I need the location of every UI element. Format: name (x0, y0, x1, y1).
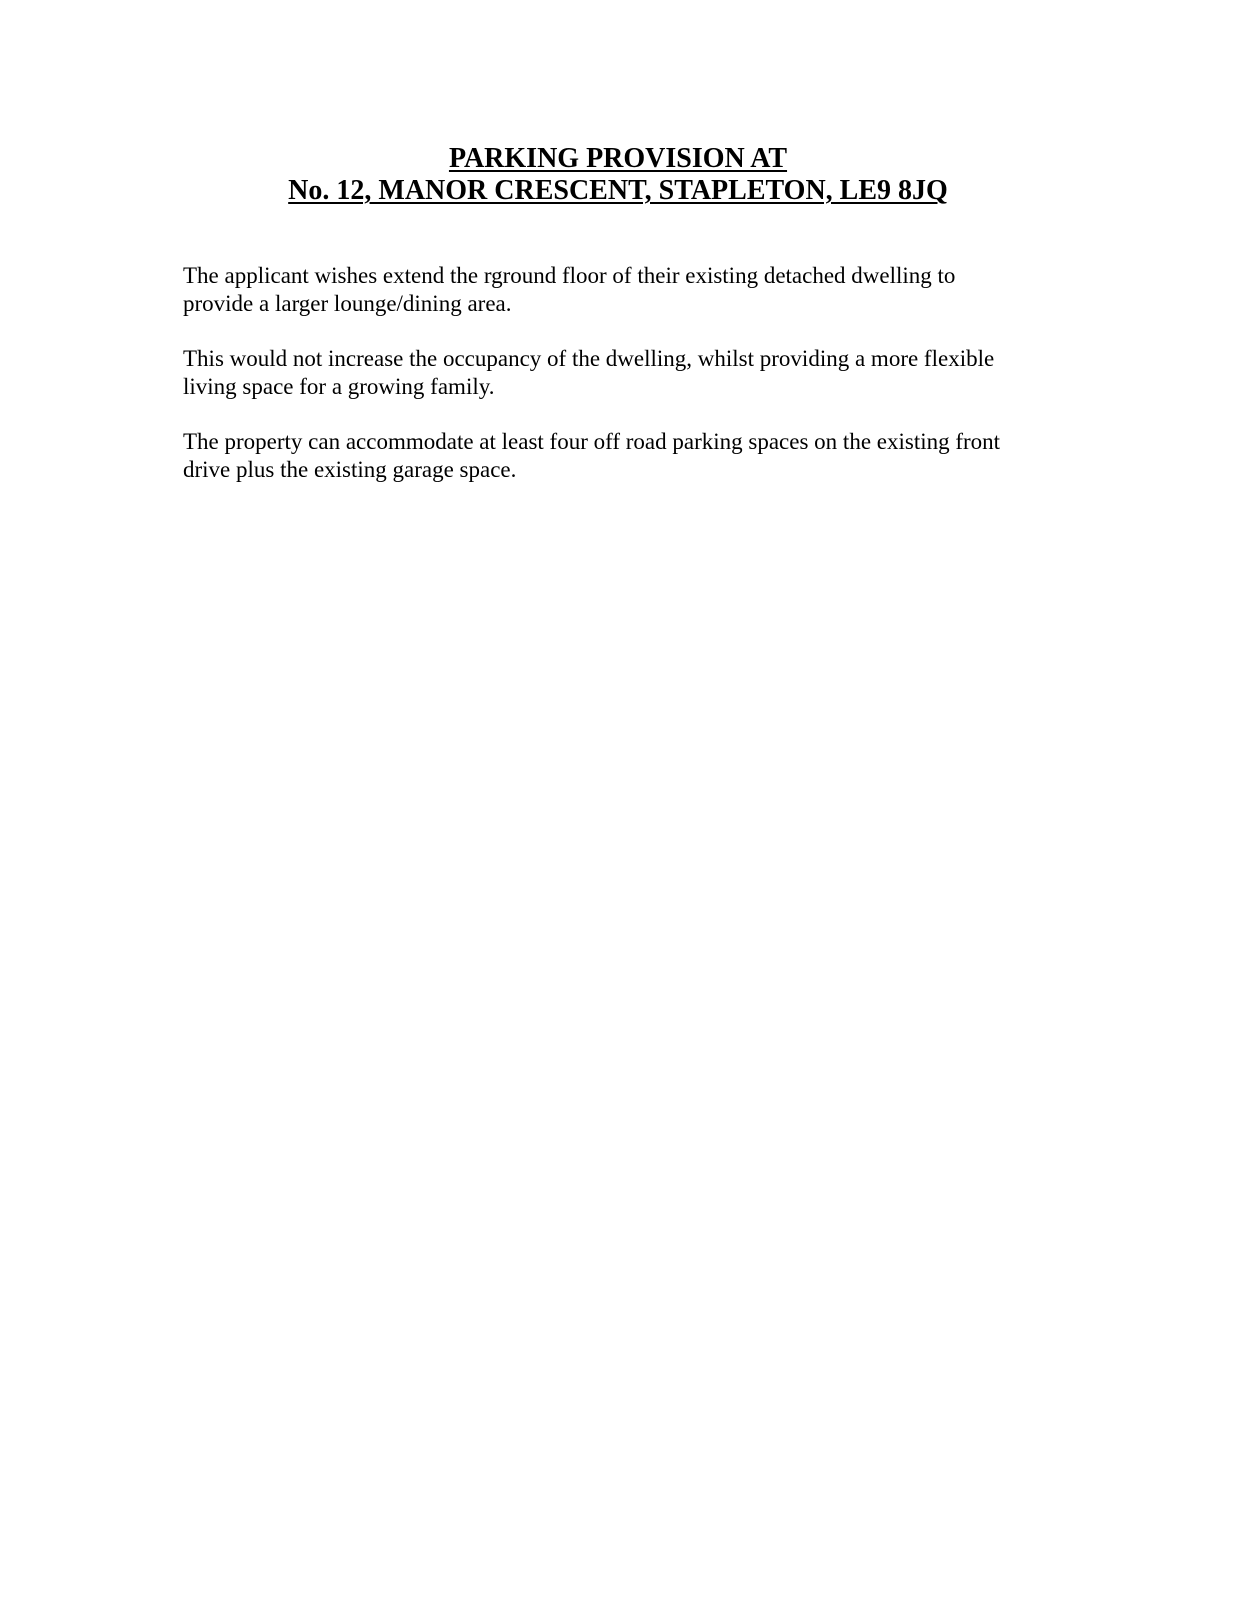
title-line-2: No. 12, MANOR CRESCENT, STAPLETON, LE9 8JQ (288, 175, 948, 206)
paragraph-occupancy: This would not increase the occupancy of the dwelling, whilst providing a more flexible living space for a growing family. (183, 346, 995, 399)
paragraph-parking: The property can accommodate at least four off road parking spaces on the existing front drive plus the existing garage space. (183, 429, 1001, 482)
document-body (183, 262, 1063, 511)
title-line-1: PARKING PROVISION AT (448, 143, 788, 174)
document-title (0, 143, 1236, 207)
paragraph-extension: The applicant wishes extend the rground floor of their existing detached dwelling to provide a larger lounge/dining area. (183, 263, 956, 316)
